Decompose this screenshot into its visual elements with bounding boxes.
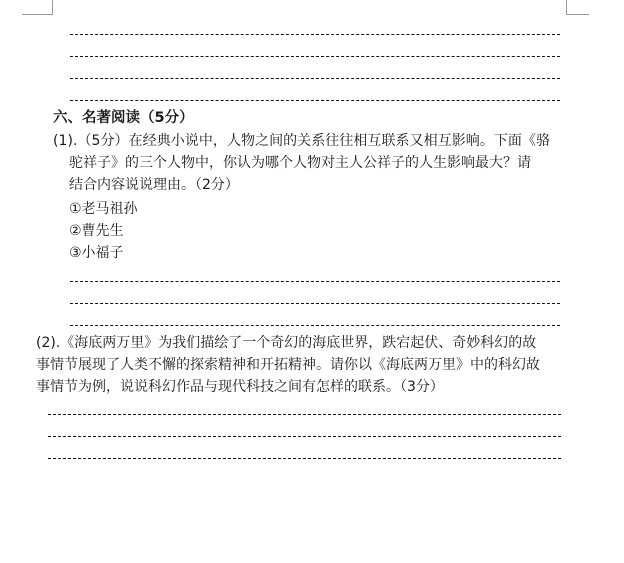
option-xiao-fu-zi: ③小福子: [69, 245, 124, 261]
answer-line: [70, 281, 560, 282]
question2-line-2: 事情节展现了人类不懈的探索精神和开拓精神。请你以《海底两万里》中的科幻故: [36, 357, 540, 373]
option-cao-xian-sheng: ②曹先生: [69, 223, 124, 239]
answer-line: [70, 325, 560, 326]
question1-line-1: (1).（5分）在经典小说中，人物之间的关系往往相互联系又相互影响。下面《骆: [53, 133, 551, 149]
answer-line: [70, 34, 560, 35]
answer-line: [70, 78, 560, 79]
answer-line: [70, 100, 560, 101]
question1-line-2: 驼祥子》的三个人物中，你认为哪个人物对主人公祥子的人生影响最大？请: [69, 155, 531, 171]
answer-line: [48, 458, 561, 459]
answer-line: [48, 436, 561, 437]
answer-line: [70, 56, 560, 57]
option-lao-ma-zu-sun: ①老马祖孙: [69, 201, 138, 217]
page-corner-mark-left: [22, 0, 53, 15]
section-heading: 六、名著阅读（5分）: [53, 110, 194, 126]
page-corner-mark-right: [566, 0, 589, 15]
question2-line-1: (2).《海底两万里》为我们描绘了一个奇幻的海底世界，跌宕起伏、奇妙科幻的故: [36, 335, 537, 351]
question1-line-3: 结合内容说说理由。（2分）: [69, 177, 239, 193]
answer-line: [70, 303, 560, 304]
answer-line: [48, 414, 561, 415]
question2-line-3: 事情节为例，说说科幻作品与现代科技之间有怎样的联系。（3分）: [36, 379, 444, 395]
